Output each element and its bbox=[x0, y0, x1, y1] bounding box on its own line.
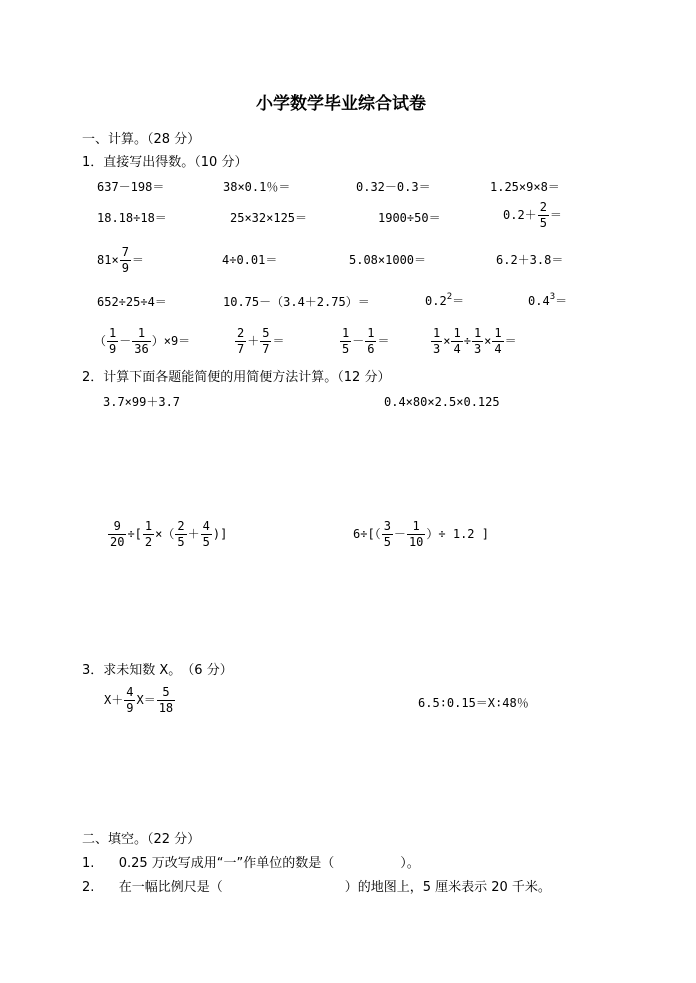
fraction: $\frac{9}{20}$ bbox=[110, 519, 125, 549]
fraction: $\frac{1}{4}$ bbox=[453, 326, 461, 356]
fraction: $\frac{3}{5}$ bbox=[383, 519, 391, 549]
oral-calc-item: $0.4^3=$ bbox=[528, 292, 568, 308]
oral-calc-item: 10.75－（3.4＋2.75）＝ bbox=[223, 295, 370, 309]
oral-calc-item: 5.08×1000＝ bbox=[349, 253, 427, 267]
fill-in-item-1: 1. 0.25 万改写成用“一”作单位的数是（ ）。 bbox=[82, 856, 420, 871]
fill-in-item-2: 2. 在一幅比例尺是（ ）的地图上，5 厘米表示 20 千米。 bbox=[82, 880, 551, 895]
fraction: $\frac{5}{18}$ bbox=[158, 685, 174, 715]
fraction: $\frac{1}{10}$ bbox=[408, 519, 424, 549]
fraction: $\frac{4}{9}$ bbox=[126, 685, 134, 715]
oral-calc-item: 4÷0.01＝ bbox=[222, 253, 278, 267]
fraction: $\frac{1}{36}$ bbox=[134, 326, 149, 356]
oral-calc-item: $0.2^2=$ bbox=[425, 292, 465, 308]
fraction: $\frac{1}{6}$ bbox=[367, 326, 375, 356]
oral-calc-item: 637－198＝ bbox=[97, 180, 165, 194]
oral-calc-item: $\frac{1}{3}$ × $\frac{1}{4}$ ÷ $\frac{1}{3}$ × $\frac{1}{4}$ ＝ bbox=[433, 326, 517, 356]
fraction: $\frac{4}{5}$ bbox=[202, 519, 210, 549]
question-2-heading: 2．计算下面各题能简便的用简便方法计算。（12 分） bbox=[82, 370, 391, 385]
oral-calc-item: 1.25×9×8＝ bbox=[490, 180, 560, 194]
equation-problem: 6.5∶0.15＝X∶48％ bbox=[418, 696, 529, 710]
oral-calc-item: 6.2＋3.8＝ bbox=[496, 253, 564, 267]
fraction: $\frac{2}{5}$ bbox=[539, 200, 547, 230]
oral-calc-item: 652÷25÷4＝ bbox=[97, 295, 167, 309]
oral-calc-item: 0.32－0.3＝ bbox=[356, 180, 431, 194]
fraction: $\frac{2}{7}$ bbox=[237, 326, 245, 356]
fraction: $\frac{1}{5}$ bbox=[342, 326, 350, 356]
equation-problem: X＋ $\frac{4}{9}$ X＝ $\frac{5}{18}$ bbox=[104, 685, 174, 715]
oral-calc-item: $\frac{2}{7}$ ＋ $\frac{5}{7}$ ＝ bbox=[237, 326, 285, 356]
section-heading-fill-in: 二、填空。（22 分） bbox=[82, 832, 201, 847]
fraction: $\frac{1}{9}$ bbox=[109, 326, 117, 356]
fraction: $\frac{1}{3}$ bbox=[433, 326, 441, 356]
simplify-problem: 0.4×80×2.5×0.125 bbox=[384, 395, 500, 409]
question-3-heading: 3．求未知数 X。 （6 分） bbox=[82, 663, 233, 678]
oral-calc-item: 18.18÷18＝ bbox=[97, 211, 167, 225]
question-1-heading: 1．直接写出得数。（10 分） bbox=[82, 155, 248, 170]
section-heading-calculation: 一、计算。（28 分） bbox=[82, 132, 201, 147]
oral-calc-item: $\frac{1}{5}$ － $\frac{1}{6}$ ＝ bbox=[342, 326, 390, 356]
fraction: $\frac{7}{9}$ bbox=[121, 245, 129, 275]
fraction: $\frac{5}{7}$ bbox=[262, 326, 270, 356]
oral-calc-item: 0.2＋ $\frac{2}{5}$ ＝ bbox=[503, 200, 562, 230]
simplify-problem: 6÷[（ $\frac{3}{5}$ － $\frac{1}{10}$ ）÷ 1.2 ] bbox=[353, 519, 489, 549]
fraction: $\frac{1}{2}$ bbox=[144, 519, 153, 549]
oral-calc-item: 25×32×125＝ bbox=[230, 211, 308, 225]
simplify-problem: 3.7×99＋3.7 bbox=[103, 395, 181, 409]
oral-calc-item: （ $\frac{1}{9}$ － $\frac{1}{36}$ ）×9＝ bbox=[94, 326, 191, 356]
fraction: $\frac{2}{5}$ bbox=[177, 519, 185, 549]
oral-calc-item: 81× $\frac{7}{9}$ ＝ bbox=[97, 245, 144, 275]
oral-calc-item: 1900÷50＝ bbox=[378, 211, 441, 225]
simplify-problem: $\frac{9}{20}$ ÷[ $\frac{1}{2}$ ×（ $\frac{2}{5}$ ＋ $\frac{4}{5}$ )] bbox=[110, 519, 228, 549]
oral-calc-item: 38×0.1％＝ bbox=[223, 180, 291, 194]
fraction: $\frac{1}{4}$ bbox=[494, 326, 502, 356]
page-title: 小学数学毕业综合试卷 bbox=[256, 94, 426, 114]
fraction: $\frac{1}{3}$ bbox=[473, 326, 482, 356]
